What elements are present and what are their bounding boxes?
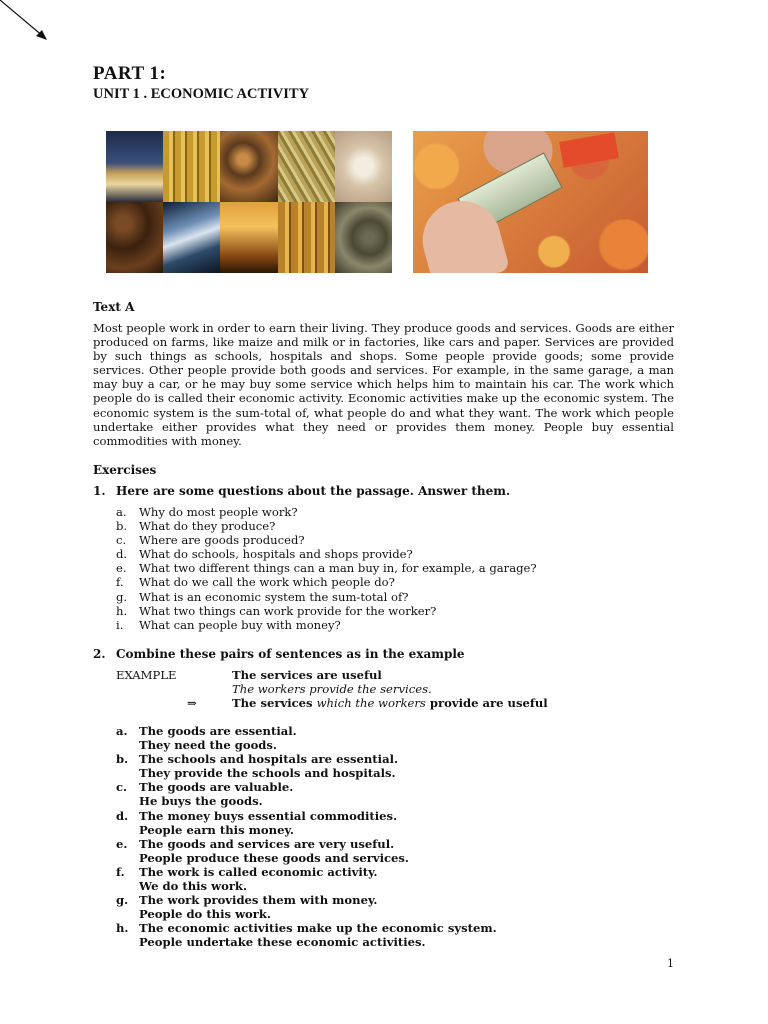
example-label: EXAMPLE [116, 668, 177, 682]
item-text: Why do most people work? [139, 505, 298, 519]
item-letter: f. [116, 575, 124, 590]
example-result-part-2: which the workers [316, 696, 426, 710]
pair-sentence-2: People earn this money. [139, 822, 294, 837]
question-2-number: 2. [93, 647, 106, 661]
pair-letter: g. [116, 893, 129, 908]
pair-sentence-1: The economic activities make up the economic system. [139, 921, 497, 936]
pair-sentence-2: People undertake these economic activities. [139, 935, 426, 950]
item-text: What do schools, hospitals and shops provide? [139, 547, 413, 562]
photo-price-tag [559, 132, 619, 167]
unit-title: UNIT 1 . ECONOMIC ACTIVITY [93, 86, 310, 102]
pair-sentence-1: The goods are valuable. [139, 780, 294, 795]
pair-sentence-1: The goods are essential. [139, 724, 297, 738]
question-1-number: 1. [93, 484, 106, 498]
example-result [232, 696, 548, 710]
collage-tile-maize [163, 131, 220, 202]
collage-tile-coins [278, 202, 335, 273]
collage-tile-port [106, 131, 163, 202]
item-letter: b. [116, 519, 128, 534]
item-letter: e. [116, 561, 127, 576]
text-a-heading: Text A [93, 300, 135, 314]
collage-tile-oil-pump [220, 202, 277, 273]
pair-letter: b. [116, 752, 129, 767]
example-result-part-1: The services [232, 696, 317, 710]
pair-sentence-2: They need the goods. [139, 738, 277, 753]
pair-sentence-2: He buys the goods. [139, 794, 263, 809]
collage-tile-wheat [278, 131, 335, 202]
pair-letter: a. [116, 724, 128, 738]
example-line-1: The services are useful [232, 668, 382, 682]
item-letter: a. [116, 505, 127, 519]
example-line-2: The workers provide the services. [232, 682, 432, 696]
pair-letter: c. [116, 780, 128, 795]
pair-sentence-1: The work is called economic activity. [139, 864, 378, 879]
item-letter: g. [116, 589, 128, 604]
pair-sentence-2: People do this work. [139, 907, 271, 922]
page-number: 1 [667, 957, 674, 970]
pair-letter: h. [116, 921, 129, 936]
item-text: What do we call the work which people do? [139, 575, 395, 590]
collage-tile-water [163, 202, 220, 273]
part-title: PART 1: [93, 63, 167, 84]
pair-letter: d. [116, 808, 129, 823]
question-2-title: Combine these pairs of sentences as in the example [116, 647, 465, 661]
item-letter: d. [116, 547, 128, 562]
item-text: What two different things can a man buy in, for example, a garage? [139, 561, 537, 576]
pair-sentence-2: They provide the schools and hospitals. [139, 766, 396, 781]
example-result-part-3: provide are useful [425, 696, 548, 710]
text-a-paragraph: Most people work in order to earn their living. They produce goods and services. Goods are either produced on farms, like maize and milk or in factories, like cars and paper. Services are provided by such things as schools, hospitals and shops. Some people provide goods; some provide services. Other people provide both goods and services. For example, in the same garage, a man may buy a car, or he may buy some service which helps him to maintain his car. The work which people do is called their economic activity. Economic activities make up the economic system. The economic system is the sum-total of, what people do and what they want. The work which people undertake either provides what they need or provides them money. People buy essential commodities with money. [93, 321, 674, 448]
item-text: What can people buy with money? [139, 617, 341, 632]
collage-tile-nuts [220, 131, 277, 202]
pair-sentence-1: The goods and services are very useful. [139, 836, 395, 851]
pair-sentence-1: The schools and hospitals are essential. [139, 752, 399, 767]
question-1-title: Here are some questions about the passage. Answer them. [116, 484, 511, 498]
economic-resources-collage-image [106, 131, 392, 273]
item-text: What two things can work provide for the worker? [139, 603, 437, 618]
item-letter: i. [116, 617, 124, 632]
pair-sentence-2: People produce these goods and services. [139, 850, 409, 865]
pair-letter: f. [116, 864, 125, 879]
item-text: What is an economic system the sum-total of? [139, 589, 409, 604]
corner-arrow-icon [0, 0, 50, 42]
pair-sentence-2: We do this work. [139, 879, 248, 894]
item-text: What do they produce? [139, 519, 276, 534]
item-letter: c. [116, 533, 127, 548]
item-text: Where are goods produced? [139, 533, 305, 548]
collage-tile-salt [335, 131, 392, 202]
pair-letter: e. [116, 836, 128, 851]
exercises-heading: Exercises [93, 463, 157, 477]
market-money-photo [413, 131, 648, 273]
collage-tile-coffee [106, 202, 163, 273]
example-arrow-icon: ⇒ [187, 696, 197, 710]
pair-sentence-1: The work provides them with money. [139, 893, 378, 908]
collage-tile-beans [335, 202, 392, 273]
item-letter: h. [116, 603, 128, 618]
pair-sentence-1: The money buys essential commodities. [139, 808, 398, 823]
